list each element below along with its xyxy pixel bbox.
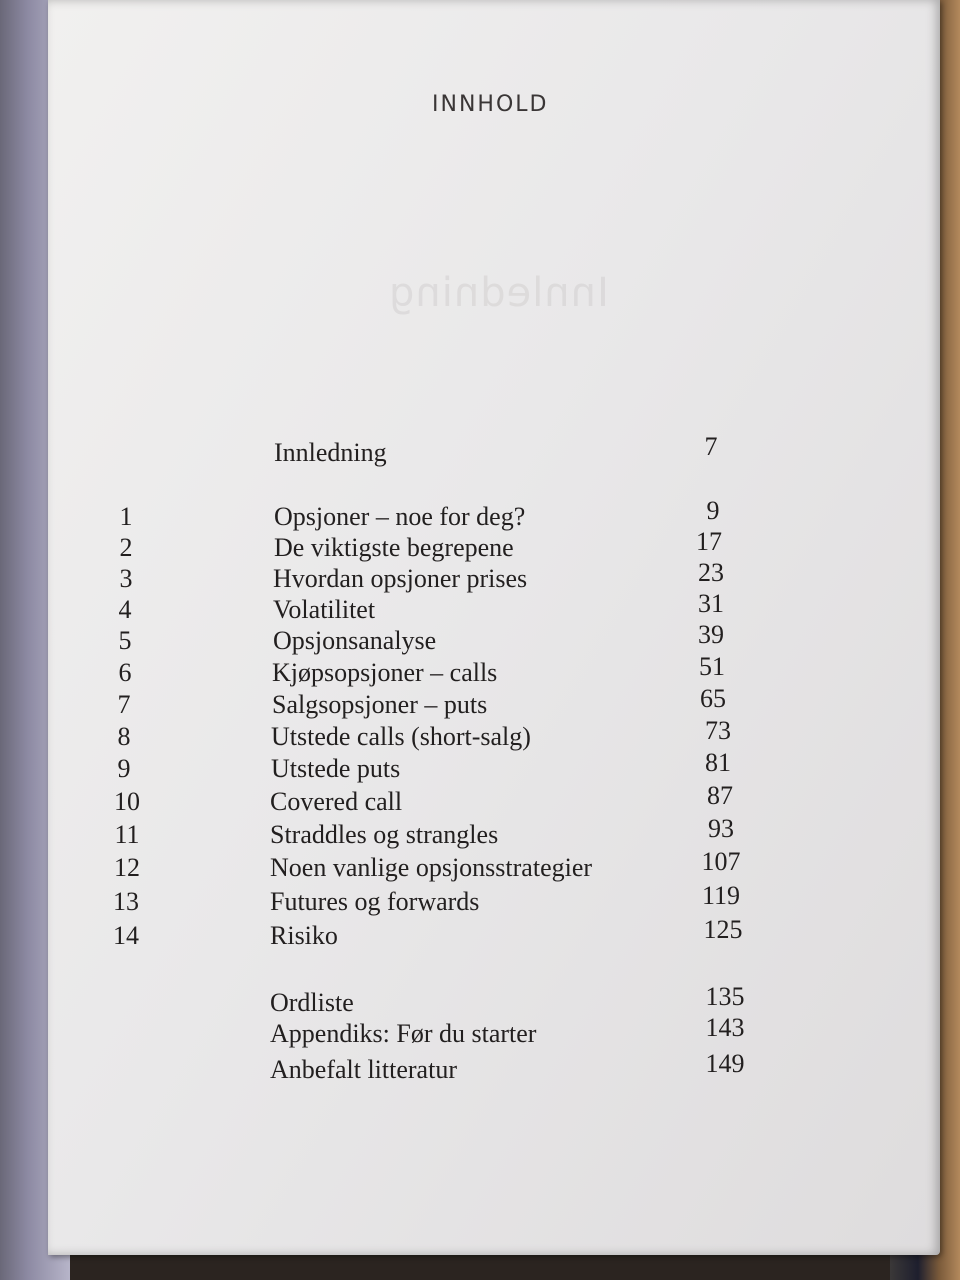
toc-entry xyxy=(48,814,940,854)
chapter-number: 2 xyxy=(119,533,133,562)
page-title: INNHOLD xyxy=(432,92,549,117)
toc-entry xyxy=(48,881,940,921)
page-number: 125 xyxy=(703,915,743,944)
chapter-number: 7 xyxy=(117,690,131,719)
book-page xyxy=(48,0,940,1255)
toc-entry xyxy=(48,982,940,1022)
page-number: 135 xyxy=(705,982,745,1011)
chapter-number: 14 xyxy=(113,921,139,950)
chapter-title: Kjøpsopsjoner – calls xyxy=(272,658,498,687)
toc-entry xyxy=(48,716,940,756)
chapter-number: 9 xyxy=(117,754,131,783)
chapter-title: Straddles og strangles xyxy=(270,820,499,849)
toc-entry xyxy=(48,527,940,567)
chapter-number: 12 xyxy=(114,853,140,882)
chapter-title: Volatilitet xyxy=(273,595,376,624)
chapter-title: Futures og forwards xyxy=(270,887,480,916)
chapter-number: 8 xyxy=(117,722,131,751)
page-number: 7 xyxy=(704,432,718,461)
chapter-title: Hvordan opsjoner prises xyxy=(273,564,528,593)
chapter-number: 3 xyxy=(119,564,133,593)
chapter-title: Anbefalt litteratur xyxy=(270,1055,457,1084)
toc-entry xyxy=(48,558,940,598)
chapter-title: Covered call xyxy=(270,787,403,816)
page-number: 51 xyxy=(699,652,725,681)
chapter-title: Ordliste xyxy=(270,988,354,1017)
page-number: 17 xyxy=(696,527,722,556)
page-number: 107 xyxy=(701,847,741,876)
page-number: 23 xyxy=(698,558,724,587)
chapter-title: Opsjoner – noe for deg? xyxy=(274,502,526,531)
page-number: 9 xyxy=(706,496,720,525)
chapter-title: Utstede puts xyxy=(271,754,401,783)
page-number: 73 xyxy=(705,716,731,745)
chapter-title: Salgsopsjoner – puts xyxy=(272,690,488,719)
page-number: 143 xyxy=(705,1013,745,1042)
page-number: 119 xyxy=(701,881,741,910)
chapter-number: 5 xyxy=(118,626,132,655)
toc-entry xyxy=(48,432,940,472)
page-number: 81 xyxy=(705,748,731,777)
toc-entry xyxy=(48,847,940,887)
chapter-number: 6 xyxy=(118,658,132,687)
page-number: 65 xyxy=(700,684,726,713)
chapter-title: Opsjonsanalyse xyxy=(273,626,437,655)
toc-entry xyxy=(48,1013,940,1053)
page-number: 31 xyxy=(698,589,724,618)
chapter-number: 13 xyxy=(113,887,139,916)
toc-entry xyxy=(48,781,940,821)
page-number: 39 xyxy=(698,620,724,649)
toc-entry xyxy=(48,496,940,536)
chapter-title: Noen vanlige opsjonsstrategier xyxy=(270,853,593,882)
page-number: 87 xyxy=(707,781,733,810)
page-number: 93 xyxy=(708,814,734,843)
chapter-number: 4 xyxy=(118,595,132,624)
toc-entry xyxy=(48,652,940,692)
chapter-number: 10 xyxy=(114,787,140,816)
chapter-title: Appendiks: Før du starter xyxy=(270,1019,537,1048)
toc-entry xyxy=(48,589,940,629)
chapter-title: De viktigste begrepene xyxy=(274,533,514,562)
toc-entry xyxy=(48,1049,940,1089)
toc-entry xyxy=(48,915,940,955)
toc-entry xyxy=(48,684,940,724)
chapter-title: Innledning xyxy=(274,438,387,467)
bleed-through-text: Innledning xyxy=(388,270,609,316)
chapter-title: Utstede calls (short-salg) xyxy=(271,722,531,751)
toc-entry xyxy=(48,748,940,788)
page-number: 149 xyxy=(705,1049,745,1078)
chapter-title: Risiko xyxy=(270,921,338,950)
chapter-number: 11 xyxy=(114,820,140,849)
toc-entry xyxy=(48,620,940,660)
chapter-number: 1 xyxy=(119,502,133,531)
